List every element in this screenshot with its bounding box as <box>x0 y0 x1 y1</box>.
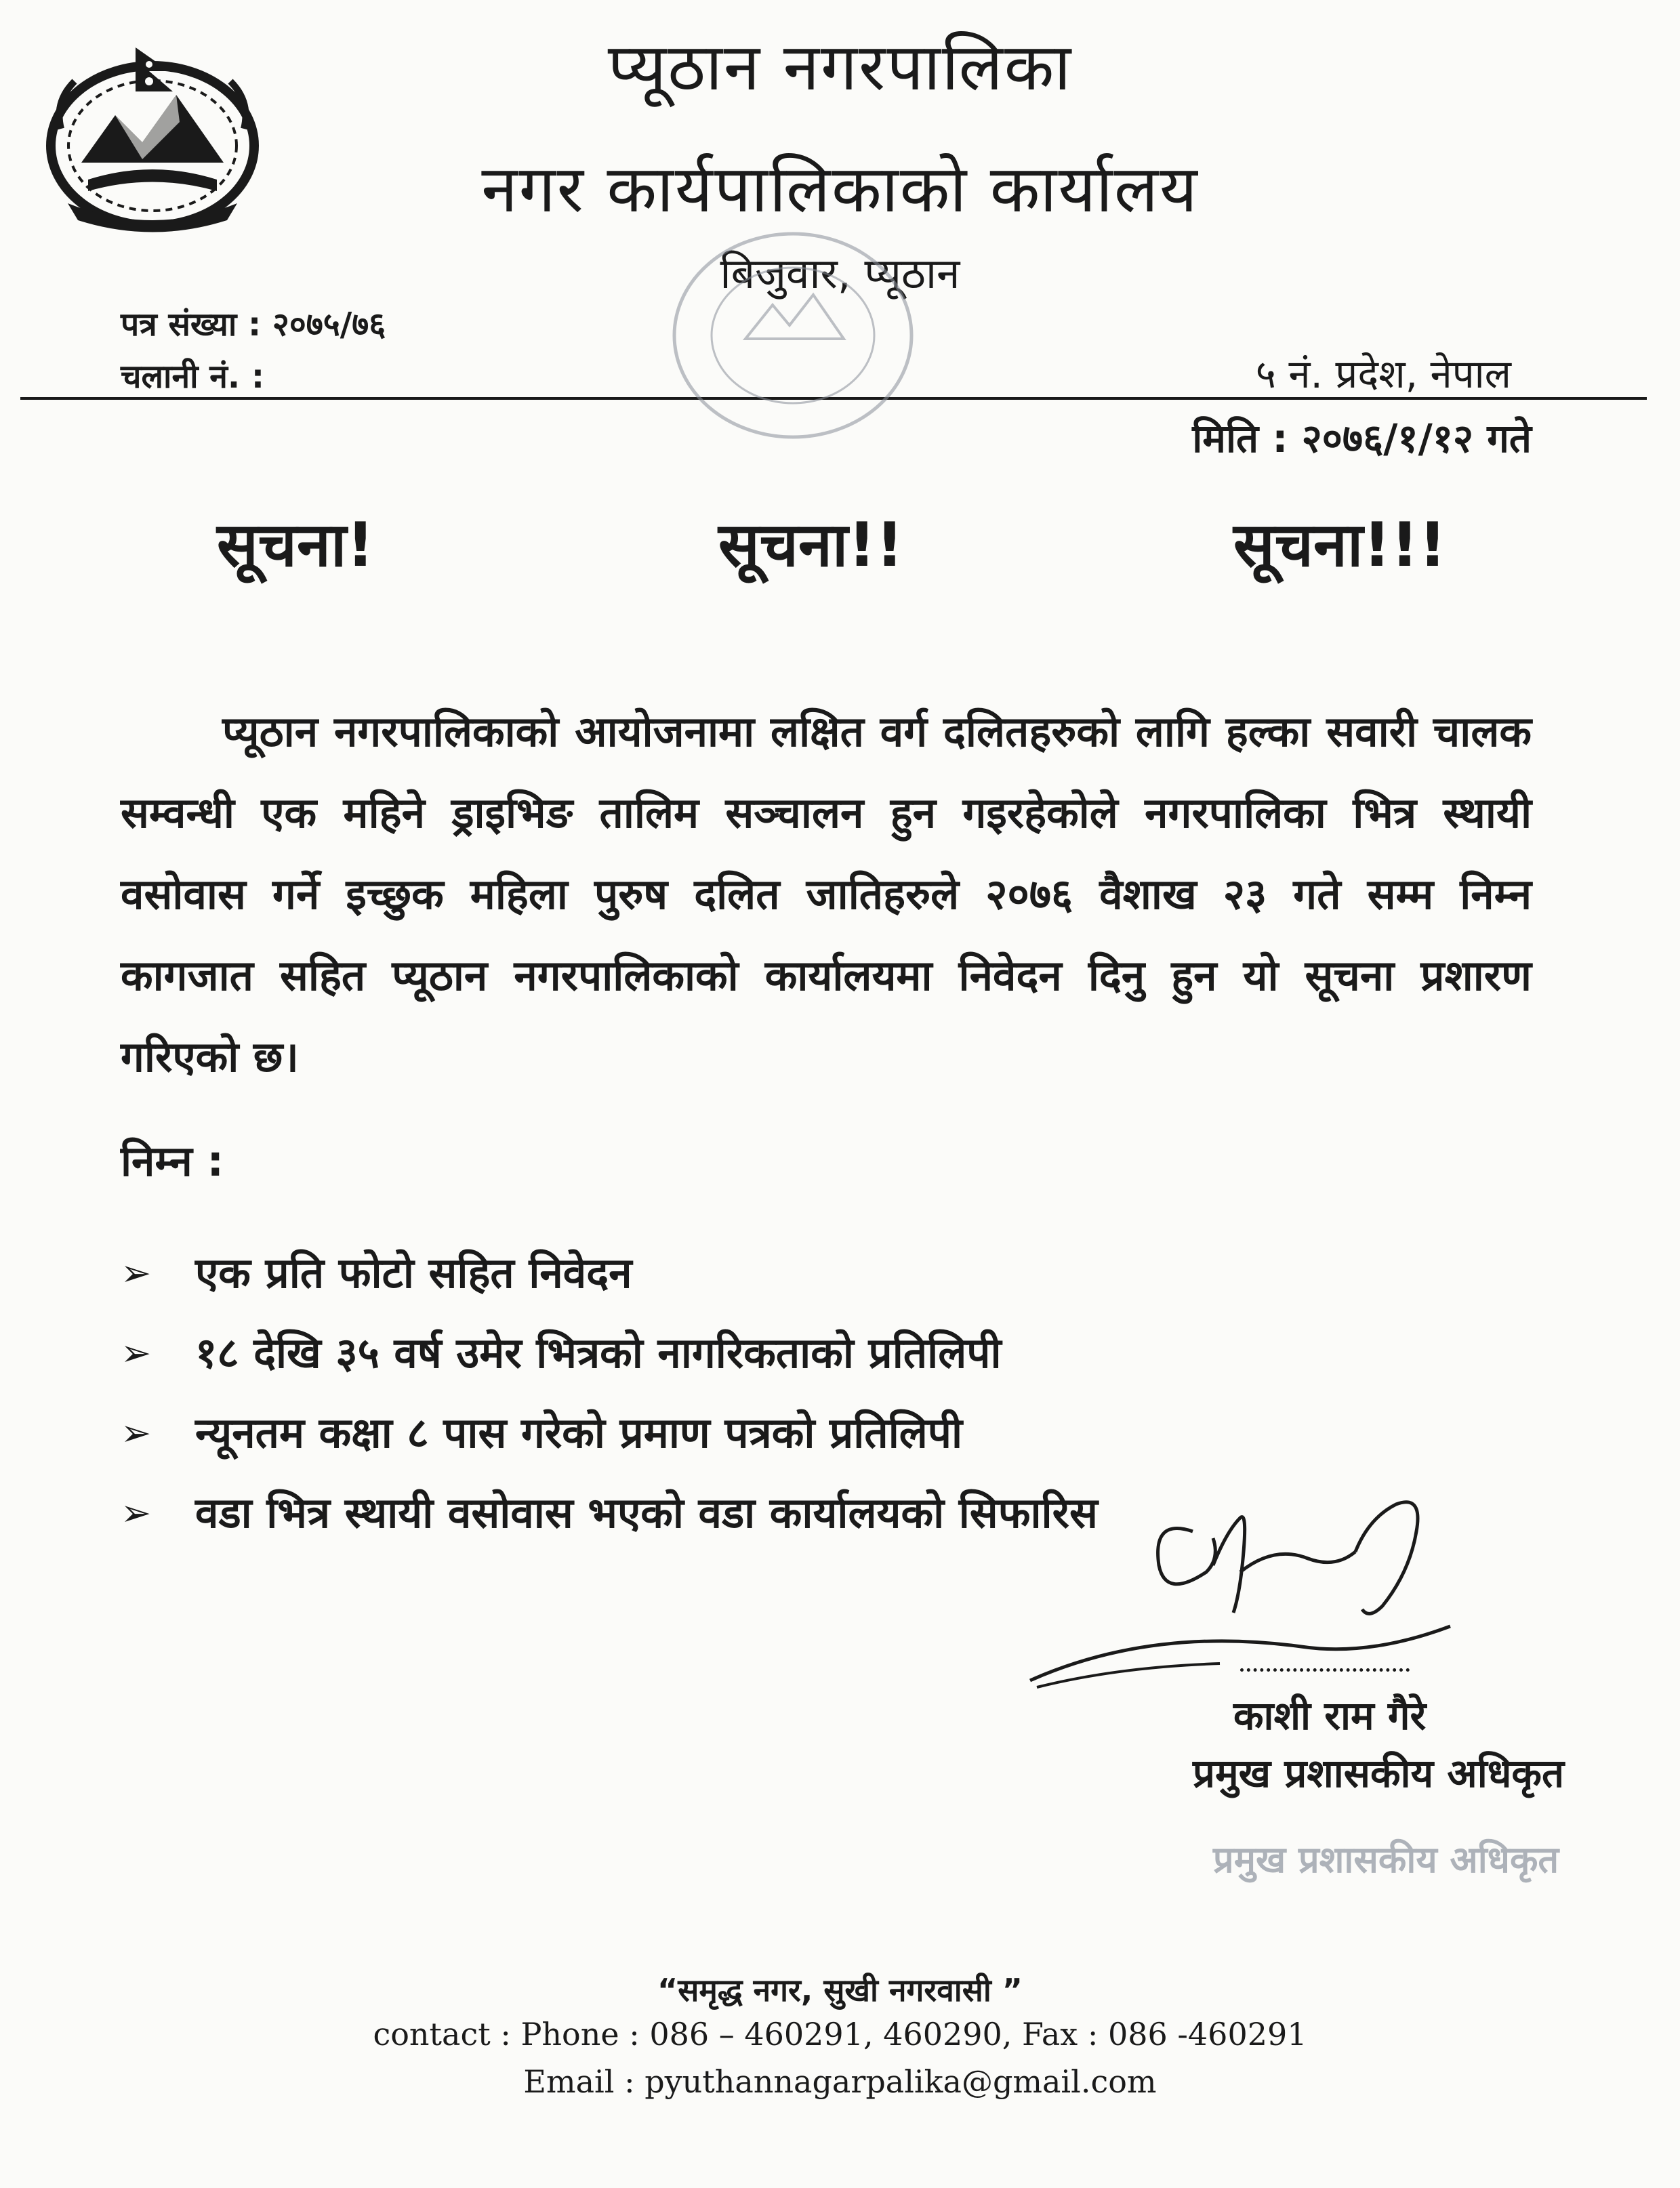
requirement-text: न्यूनतम कक्षा ८ पास गरेको प्रमाण पत्रको प्रतिलिपी <box>195 1408 963 1458</box>
footer-email: Email : pyuthannagarpalika@gmail.com <box>523 2063 1157 2100</box>
designation-stamp: प्रमुख प्रशासकीय अधिकृत <box>1213 1838 1559 1881</box>
office-seal-icon <box>664 224 922 447</box>
organization-name: प्यूठान नगरपालिका <box>607 29 1073 105</box>
arrow-bullet-icon: ➢ <box>121 1252 152 1294</box>
list-item <box>121 1233 1544 1313</box>
footer-slogan: “समृद्ध नगर, सुखी नगरवासी ” <box>657 1972 1023 2008</box>
office-address: बिजुवार, प्यूठान <box>720 249 960 298</box>
notice-paragraph: प्यूठान नगरपालिकाको आयोजनामा लक्षित वर्ग दलितहरुको लागि हल्का सवारी चालक सम्वन्धी एक महिने ड्राइभिङ तालिम सञ्चालन हुन गइरहेकोले नगरपालिका भित्र स्थायी वसोवास गर्ने इच्छुक महिला पुरुष दलित जातिहरुले २०७६ वैशाख २३ गते सम्म निम्न कागजात सहित प्यूठान नगरपालिकाको कार्यालयमा निवेदन दिनु हुन यो सूचना प्रशारण गरिएको छ। <box>121 707 1532 1081</box>
arrow-bullet-icon: ➢ <box>121 1411 152 1454</box>
dispatch-number: चलानी नं. : <box>121 358 265 396</box>
notice-heading-2: सूचना!! <box>718 510 904 581</box>
signer-title: प्रमुख प्रशासकीय अधिकृत <box>1193 1750 1565 1796</box>
list-item <box>121 1313 1544 1393</box>
notice-heading-3: सूचना!!! <box>1233 510 1447 581</box>
handwritten-signature-icon <box>1017 1491 1504 1708</box>
requirement-text: वडा भित्र स्थायी वसोवास भएको वडा कार्यालयको सिफारिस <box>195 1488 1098 1537</box>
requirement-text: एक प्रति फोटो सहित निवेदन <box>195 1248 632 1298</box>
letter-date: मिति : २०७६/१/१२ गते <box>1192 415 1532 461</box>
province-label: ५ नं. प्रदेश, नेपाल <box>1255 351 1511 397</box>
letter-number: पत्र संख्या : २०७५/७६ <box>121 306 386 344</box>
signer-name: काशी राम गैरे <box>1233 1693 1427 1739</box>
footer-contact: contact : Phone : 086 – 460291, 460290, Fax : 086 -460291 <box>373 2016 1307 2052</box>
notice-heading-1: सूचना! <box>217 510 375 581</box>
arrow-bullet-icon: ➢ <box>121 1332 152 1374</box>
requirements-intro: निम्न : <box>121 1136 224 1186</box>
requirement-text: १८ देखि ३५ वर्ष उमेर भित्रको नागरिकताको प्रतिलिपी <box>195 1328 1002 1378</box>
signature-line <box>1240 1668 1410 1672</box>
office-name: नगर कार्यपालिकाको कार्यालय <box>481 151 1199 227</box>
arrow-bullet-icon: ➢ <box>121 1491 152 1534</box>
list-item <box>121 1393 1544 1473</box>
